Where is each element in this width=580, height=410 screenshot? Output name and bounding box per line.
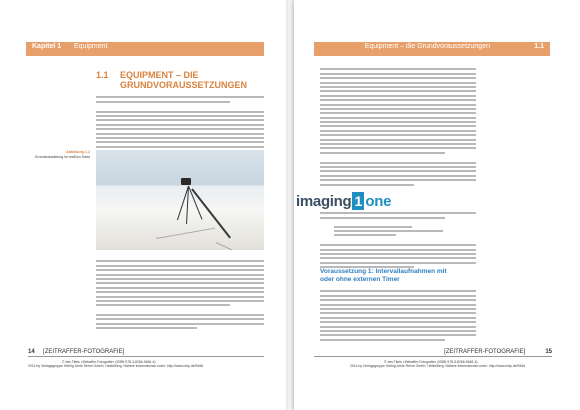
logo-text-one: one: [365, 192, 392, 210]
section-title-line2: GRUNDVORAUSSETZUNGEN: [120, 80, 248, 90]
right-copyright: [350, 360, 525, 368]
subsection-heading: [320, 268, 447, 283]
right-body-text-bottom: [320, 288, 476, 343]
book-gutter: [286, 0, 294, 410]
right-copyright-line2: 2014 by Verlagsgruppe Hüthig Jehle Rehm GmbH, Heidelberg. Nähere Informationen unter: http://www.mitp.de/9466: [350, 364, 526, 369]
right-body-text-top: [320, 66, 476, 188]
subsection-heading-line2: oder ohne externen Timer: [320, 275, 400, 283]
left-footer: [28, 349, 124, 355]
right-footer: [444, 349, 552, 355]
figure-caption-label: Abbildung 1.1: [66, 150, 90, 154]
imagingone-watermark-logo: [296, 191, 391, 211]
figure-caption-text: Grundausstattung im weißen Salar: [34, 154, 90, 159]
right-header-number: 1.1: [534, 43, 544, 50]
left-footer-rule: [28, 356, 264, 357]
right-running-title: [ZEITRAFFER-FOTOGRAFIE]: [444, 349, 526, 355]
left-header-bar: [26, 42, 264, 56]
right-footer-rule: [314, 356, 552, 357]
tripod-photo: [96, 150, 264, 250]
section-number: 1.1: [96, 70, 109, 80]
left-body-text-bottom: [96, 258, 264, 332]
section-title-line1: EQUIPMENT – DIE: [120, 70, 199, 80]
figure-caption: [30, 150, 90, 159]
right-header-bar: [314, 42, 550, 56]
right-copyright-line1: © des Titels »Zeitraffer-Fotografie« (ISBN 978-3-8266-9466-4): [384, 360, 478, 364]
chapter-label: Kapitel 1: [32, 43, 62, 50]
right-page-number: 15: [545, 349, 552, 355]
left-copyright: [28, 360, 203, 368]
chapter-title: Equipment: [74, 43, 108, 50]
section-title: [120, 70, 247, 90]
left-copyright-line2: 2014 by Verlagsgruppe Hüthig Jehle Rehm GmbH, Heidelberg. Nähere Informationen unter: http://www.mitp.de/9466: [28, 364, 204, 369]
left-page-number: 14: [28, 349, 35, 355]
logo-text-imaging: imaging: [296, 192, 352, 210]
subsection-heading-line1: Voraussetzung 1: Intervallaufnahmen mit: [320, 268, 447, 275]
left-running-title: [ZEITRAFFER-FOTOGRAFIE]: [43, 349, 125, 355]
left-copyright-line1: © des Titels »Zeitraffer-Fotografie« (ISBN 978-3-8266-9466-4): [62, 360, 156, 364]
right-body-text-mid: [320, 210, 476, 270]
right-header-title: Equipment – die Grundvoraussetzungen: [364, 43, 490, 50]
left-page: [0, 0, 286, 410]
logo-box-icon: 1: [352, 192, 364, 210]
